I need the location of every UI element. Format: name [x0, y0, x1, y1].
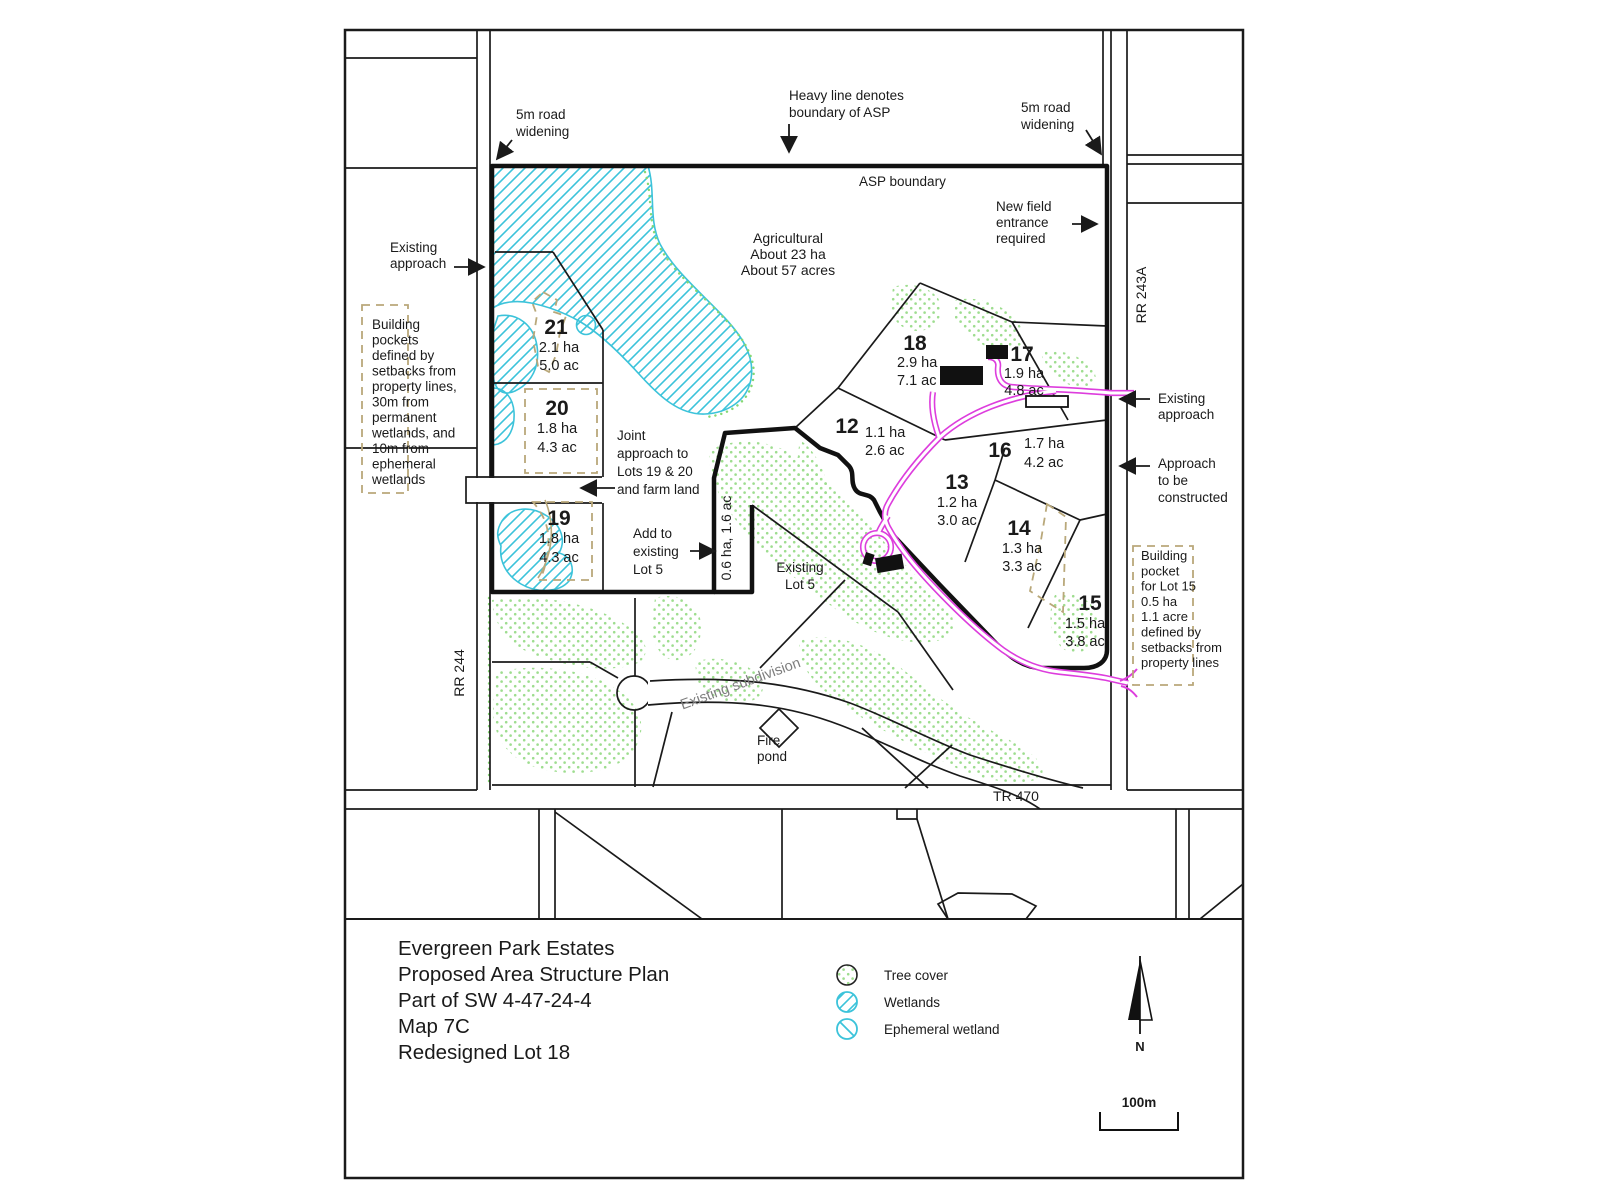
note-new-field-entrance: New field — [996, 199, 1052, 214]
svg-text:4.2 ac: 4.2 ac — [1024, 455, 1064, 471]
svg-text:2.9 ha: 2.9 ha — [897, 355, 938, 371]
svg-text:approach: approach — [390, 256, 447, 271]
note-existing-approach-left: Existing — [390, 240, 438, 255]
legend-tree-cover-icon — [837, 965, 857, 985]
svg-text:1.5 ha: 1.5 ha — [1064, 616, 1106, 632]
svg-text:property lines,: property lines, — [372, 379, 457, 394]
svg-text:boundary of ASP: boundary of ASP — [789, 105, 891, 120]
north-arrow — [1128, 956, 1152, 1054]
lot-21-number: 21 — [544, 316, 568, 339]
svg-text:4.8 ac: 4.8 ac — [1004, 383, 1044, 399]
lot-15-number: 15 — [1078, 592, 1102, 615]
svg-text:1.8 ha: 1.8 ha — [536, 421, 578, 437]
lot-16-number: 16 — [988, 439, 1012, 462]
legend-ephemeral-label: Ephemeral wetland — [884, 1022, 1000, 1037]
svg-text:About 23 ha: About 23 ha — [750, 246, 826, 262]
title-line-2: Proposed Area Structure Plan — [398, 963, 670, 986]
label-strip-area: 0.6 ha, 1.6 ac — [718, 495, 734, 581]
note-road-widening-right: 5m road — [1021, 100, 1071, 115]
svg-text:1.2 ha: 1.2 ha — [936, 495, 978, 511]
svg-text:approach to: approach to — [617, 446, 689, 461]
svg-text:0.5 ha: 0.5 ha — [1141, 593, 1178, 609]
note-pocket-lot15: Building — [1141, 548, 1188, 563]
svg-text:to be: to be — [1158, 473, 1189, 488]
lot-13-number: 13 — [945, 471, 969, 494]
svg-text:1.3 ha: 1.3 ha — [1001, 541, 1043, 557]
svg-text:wetlands: wetlands — [372, 472, 426, 487]
title-line-5: Redesigned Lot 18 — [398, 1041, 571, 1064]
svg-text:30m from: 30m from — [372, 394, 430, 410]
svg-text:widening: widening — [1021, 117, 1075, 132]
title-line-3: Part of SW 4-47-24-4 — [398, 989, 592, 1012]
lot-17-number: 17 — [1010, 343, 1034, 366]
note-add-to-lot5: Add to — [633, 526, 673, 541]
legend — [837, 965, 1000, 1039]
svg-text:for Lot 15: for Lot 15 — [1141, 578, 1196, 594]
note-joint-approach: Joint — [617, 428, 646, 443]
svg-text:entrance: entrance — [996, 215, 1049, 230]
lot-14-number: 14 — [1007, 517, 1031, 540]
svg-text:setbacks from: setbacks from — [1141, 639, 1222, 655]
lot-12-number: 12 — [835, 415, 859, 438]
svg-text:2.1 ha: 2.1 ha — [538, 340, 580, 356]
scale-bar — [1100, 1095, 1178, 1130]
label-existing-subdivision: Existing subdivision — [678, 655, 803, 714]
svg-text:1.9 ha: 1.9 ha — [1003, 366, 1045, 382]
svg-text:property lines: property lines — [1141, 655, 1220, 671]
note-heavy-line: Heavy line denotes — [789, 88, 904, 103]
label-asp-boundary: ASP boundary — [859, 174, 946, 189]
svg-text:4.3 ac: 4.3 ac — [539, 550, 579, 566]
svg-text:1.1 acre: 1.1 acre — [1141, 609, 1188, 625]
label-existing-lot5: Existing — [776, 560, 824, 575]
svg-text:Lot 5: Lot 5 — [633, 562, 664, 577]
note-existing-approach-right: Existing — [1158, 391, 1206, 406]
svg-text:and farm land: and farm land — [617, 482, 700, 497]
legend-ephemeral-icon — [837, 1019, 857, 1039]
svg-text:pocket: pocket — [1141, 563, 1180, 579]
svg-text:ephemeral: ephemeral — [372, 456, 436, 472]
legend-wetlands-label: Wetlands — [884, 995, 941, 1010]
svg-text:7.1 ac: 7.1 ac — [897, 373, 937, 389]
lot-18-number: 18 — [903, 332, 927, 355]
svg-text:3.8 ac: 3.8 ac — [1065, 634, 1105, 650]
svg-text:permanent: permanent — [372, 410, 437, 425]
svg-text:3.3 ac: 3.3 ac — [1002, 559, 1042, 575]
svg-text:1.8 ha: 1.8 ha — [538, 531, 580, 547]
label-tr470: TR 470 — [993, 788, 1039, 804]
joint-approach-notch — [466, 477, 602, 503]
svg-text:pockets: pockets — [372, 332, 419, 348]
svg-text:defined by: defined by — [372, 348, 435, 363]
svg-text:4.3 ac: 4.3 ac — [537, 440, 577, 456]
svg-text:Lots 19 & 20: Lots 19 & 20 — [617, 464, 693, 479]
svg-text:wetlands, and: wetlands, and — [372, 425, 456, 441]
svg-text:2.6 ac: 2.6 ac — [865, 443, 905, 459]
label-fire-pond: Fire — [757, 733, 781, 748]
svg-text:setbacks from: setbacks from — [372, 363, 457, 379]
label-agricultural: Agricultural — [752, 230, 824, 246]
legend-wetlands-icon — [837, 992, 857, 1012]
title-block — [398, 937, 669, 1064]
svg-text:10m from: 10m from — [372, 441, 430, 456]
svg-text:existing: existing — [633, 544, 679, 559]
svg-text:3.0 ac: 3.0 ac — [937, 513, 977, 529]
svg-text:defined by: defined by — [1141, 624, 1201, 640]
lot-19-number: 19 — [547, 507, 571, 530]
label-rr243a: RR 243A — [1133, 266, 1149, 324]
title-line-4: Map 7C — [398, 1015, 470, 1038]
svg-text:approach: approach — [1158, 407, 1215, 422]
svg-text:pond: pond — [757, 749, 788, 764]
svg-text:required: required — [996, 231, 1046, 246]
svg-text:Lot 5: Lot 5 — [784, 577, 816, 592]
svg-text:1.7 ha: 1.7 ha — [1024, 436, 1065, 452]
svg-text:constructed: constructed — [1158, 490, 1228, 505]
scale-bar-label: 100m — [1121, 1095, 1157, 1110]
svg-text:About 57 acres: About 57 acres — [740, 262, 836, 278]
title-line-1: Evergreen Park Estates — [398, 937, 615, 960]
svg-text:5.0 ac: 5.0 ac — [539, 358, 579, 374]
note-approach-constructed: Approach — [1158, 456, 1216, 471]
note-road-widening-left: 5m road — [516, 107, 566, 122]
svg-text:widening: widening — [516, 124, 570, 139]
note-building-pockets: Building — [372, 317, 421, 332]
label-rr244: RR 244 — [451, 649, 467, 697]
legend-tree-cover-label: Tree cover — [884, 968, 949, 983]
north-label: N — [1135, 1039, 1145, 1054]
svg-text:1.1 ha: 1.1 ha — [865, 425, 906, 441]
lot-20-number: 20 — [545, 397, 569, 420]
